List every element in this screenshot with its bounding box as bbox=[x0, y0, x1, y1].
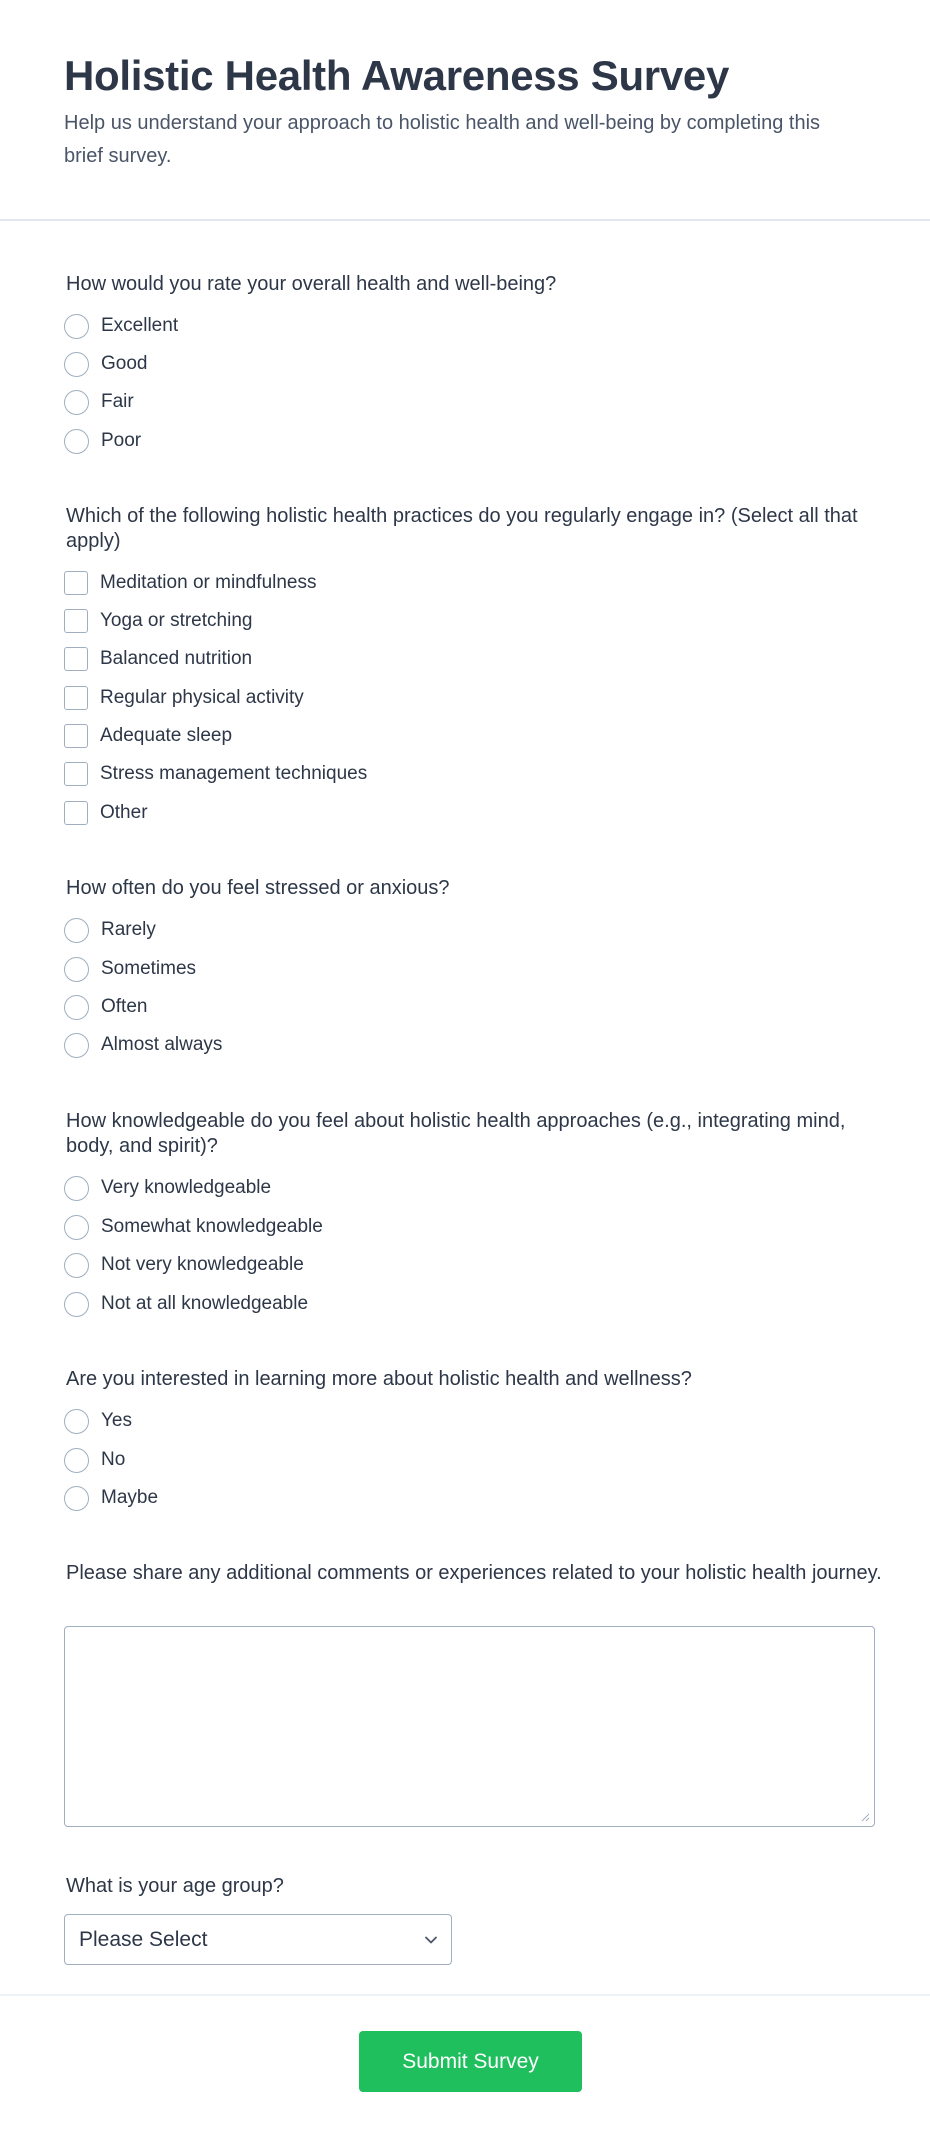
age-group-select[interactable] bbox=[64, 1914, 452, 1965]
radio-option-almost-always[interactable] bbox=[64, 1032, 222, 1058]
option-label: Regular physical activity bbox=[100, 687, 304, 708]
checkbox-box[interactable] bbox=[64, 801, 88, 825]
radio-circle[interactable] bbox=[64, 1033, 89, 1058]
radio-circle[interactable] bbox=[64, 352, 89, 377]
footer-divider bbox=[0, 1994, 930, 1996]
radio-circle[interactable] bbox=[64, 1253, 89, 1278]
option-label: Fair bbox=[101, 391, 134, 412]
checkbox-option-other[interactable] bbox=[64, 800, 148, 826]
checkbox-option-nutrition[interactable] bbox=[64, 646, 252, 672]
select-value: Please Select bbox=[79, 1927, 208, 1951]
radio-circle[interactable] bbox=[64, 1486, 89, 1511]
radio-circle[interactable] bbox=[64, 918, 89, 943]
option-label: Meditation or mindfulness bbox=[100, 572, 317, 593]
option-label: Excellent bbox=[101, 315, 179, 336]
checkbox-box[interactable] bbox=[64, 686, 88, 710]
radio-option-good[interactable] bbox=[64, 351, 147, 377]
option-label: Adequate sleep bbox=[100, 725, 233, 746]
option-label: Maybe bbox=[101, 1487, 159, 1508]
radio-circle[interactable] bbox=[64, 1176, 89, 1201]
option-label: Rarely bbox=[101, 919, 156, 940]
checkbox-box[interactable] bbox=[64, 571, 88, 595]
option-label: Not very knowledgeable bbox=[101, 1254, 304, 1275]
radio-option-excellent[interactable] bbox=[64, 313, 178, 339]
radio-option-poor[interactable] bbox=[64, 428, 141, 454]
survey-header bbox=[0, 0, 930, 221]
option-label: Good bbox=[101, 353, 148, 374]
radio-option-maybe[interactable] bbox=[64, 1485, 158, 1511]
checkbox-option-stress-management[interactable] bbox=[64, 761, 367, 787]
radio-circle[interactable] bbox=[64, 390, 89, 415]
question-overall-health: How would you rate your overall health and well-being? bbox=[66, 273, 557, 295]
option-label: Poor bbox=[101, 430, 142, 451]
option-label: Sometimes bbox=[101, 958, 197, 979]
question-comments: Please share any additional comments or experiences related to your holistic health journey. bbox=[66, 1562, 882, 1584]
radio-circle[interactable] bbox=[64, 1292, 89, 1317]
page-title: Holistic Health Awareness Survey bbox=[64, 52, 730, 99]
radio-option-somewhat-knowledgeable[interactable] bbox=[64, 1214, 323, 1240]
checkbox-option-physical-activity[interactable] bbox=[64, 685, 304, 711]
option-label: No bbox=[101, 1449, 126, 1470]
question-stress-frequency: How often do you feel stressed or anxious? bbox=[66, 877, 450, 899]
radio-option-no[interactable] bbox=[64, 1447, 125, 1473]
question-interest: Are you interested in learning more about holistic health and wellness? bbox=[66, 1368, 692, 1390]
radio-option-sometimes[interactable] bbox=[64, 956, 196, 982]
option-label: Somewhat knowledgeable bbox=[101, 1216, 323, 1237]
radio-circle[interactable] bbox=[64, 1448, 89, 1473]
radio-circle[interactable] bbox=[64, 995, 89, 1020]
option-label: Very knowledgeable bbox=[101, 1177, 272, 1198]
checkbox-box[interactable] bbox=[64, 647, 88, 671]
radio-option-very-knowledgeable[interactable] bbox=[64, 1175, 271, 1201]
radio-option-fair[interactable] bbox=[64, 389, 134, 415]
radio-option-rarely[interactable] bbox=[64, 917, 156, 943]
radio-circle[interactable] bbox=[64, 429, 89, 454]
checkbox-box[interactable] bbox=[64, 609, 88, 633]
resize-handle-icon[interactable] bbox=[861, 1813, 870, 1822]
checkbox-option-meditation[interactable] bbox=[64, 570, 317, 596]
radio-circle[interactable] bbox=[64, 957, 89, 982]
radio-circle[interactable] bbox=[64, 314, 89, 339]
option-label: Not at all knowledgeable bbox=[101, 1293, 309, 1314]
radio-circle[interactable] bbox=[64, 1409, 89, 1434]
radio-option-yes[interactable] bbox=[64, 1408, 132, 1434]
checkbox-box[interactable] bbox=[64, 724, 88, 748]
comments-textarea[interactable] bbox=[64, 1626, 875, 1827]
question-practices: Which of the following holistic health practices do you regularly engage in? (Select all that apply) bbox=[66, 505, 858, 552]
option-label: Balanced nutrition bbox=[100, 648, 253, 669]
option-label: Other bbox=[100, 802, 148, 823]
checkbox-option-sleep[interactable] bbox=[64, 723, 232, 749]
option-label: Yes bbox=[101, 1410, 132, 1431]
checkbox-option-yoga[interactable] bbox=[64, 608, 252, 634]
page-subtitle: Help us understand your approach to holistic health and well-being by completing this brief survey. bbox=[64, 112, 821, 167]
radio-option-not-at-all-knowledgeable[interactable] bbox=[64, 1291, 308, 1317]
checkbox-box[interactable] bbox=[64, 762, 88, 786]
radio-option-often[interactable] bbox=[64, 994, 147, 1020]
option-label: Almost always bbox=[101, 1034, 223, 1055]
question-knowledge: How knowledgeable do you feel about holistic health approaches (e.g., integrating mind, body, and spirit)? bbox=[66, 1110, 846, 1157]
chevron-down-icon bbox=[423, 1932, 439, 1948]
question-age-group: What is your age group? bbox=[66, 1875, 284, 1897]
option-label: Yoga or stretching bbox=[100, 610, 253, 631]
option-label: Stress management techniques bbox=[100, 763, 368, 784]
option-label: Often bbox=[101, 996, 148, 1017]
radio-circle[interactable] bbox=[64, 1215, 89, 1240]
radio-option-not-very-knowledgeable[interactable] bbox=[64, 1252, 304, 1278]
submit-survey-button[interactable]: Submit Survey bbox=[359, 2031, 582, 2092]
